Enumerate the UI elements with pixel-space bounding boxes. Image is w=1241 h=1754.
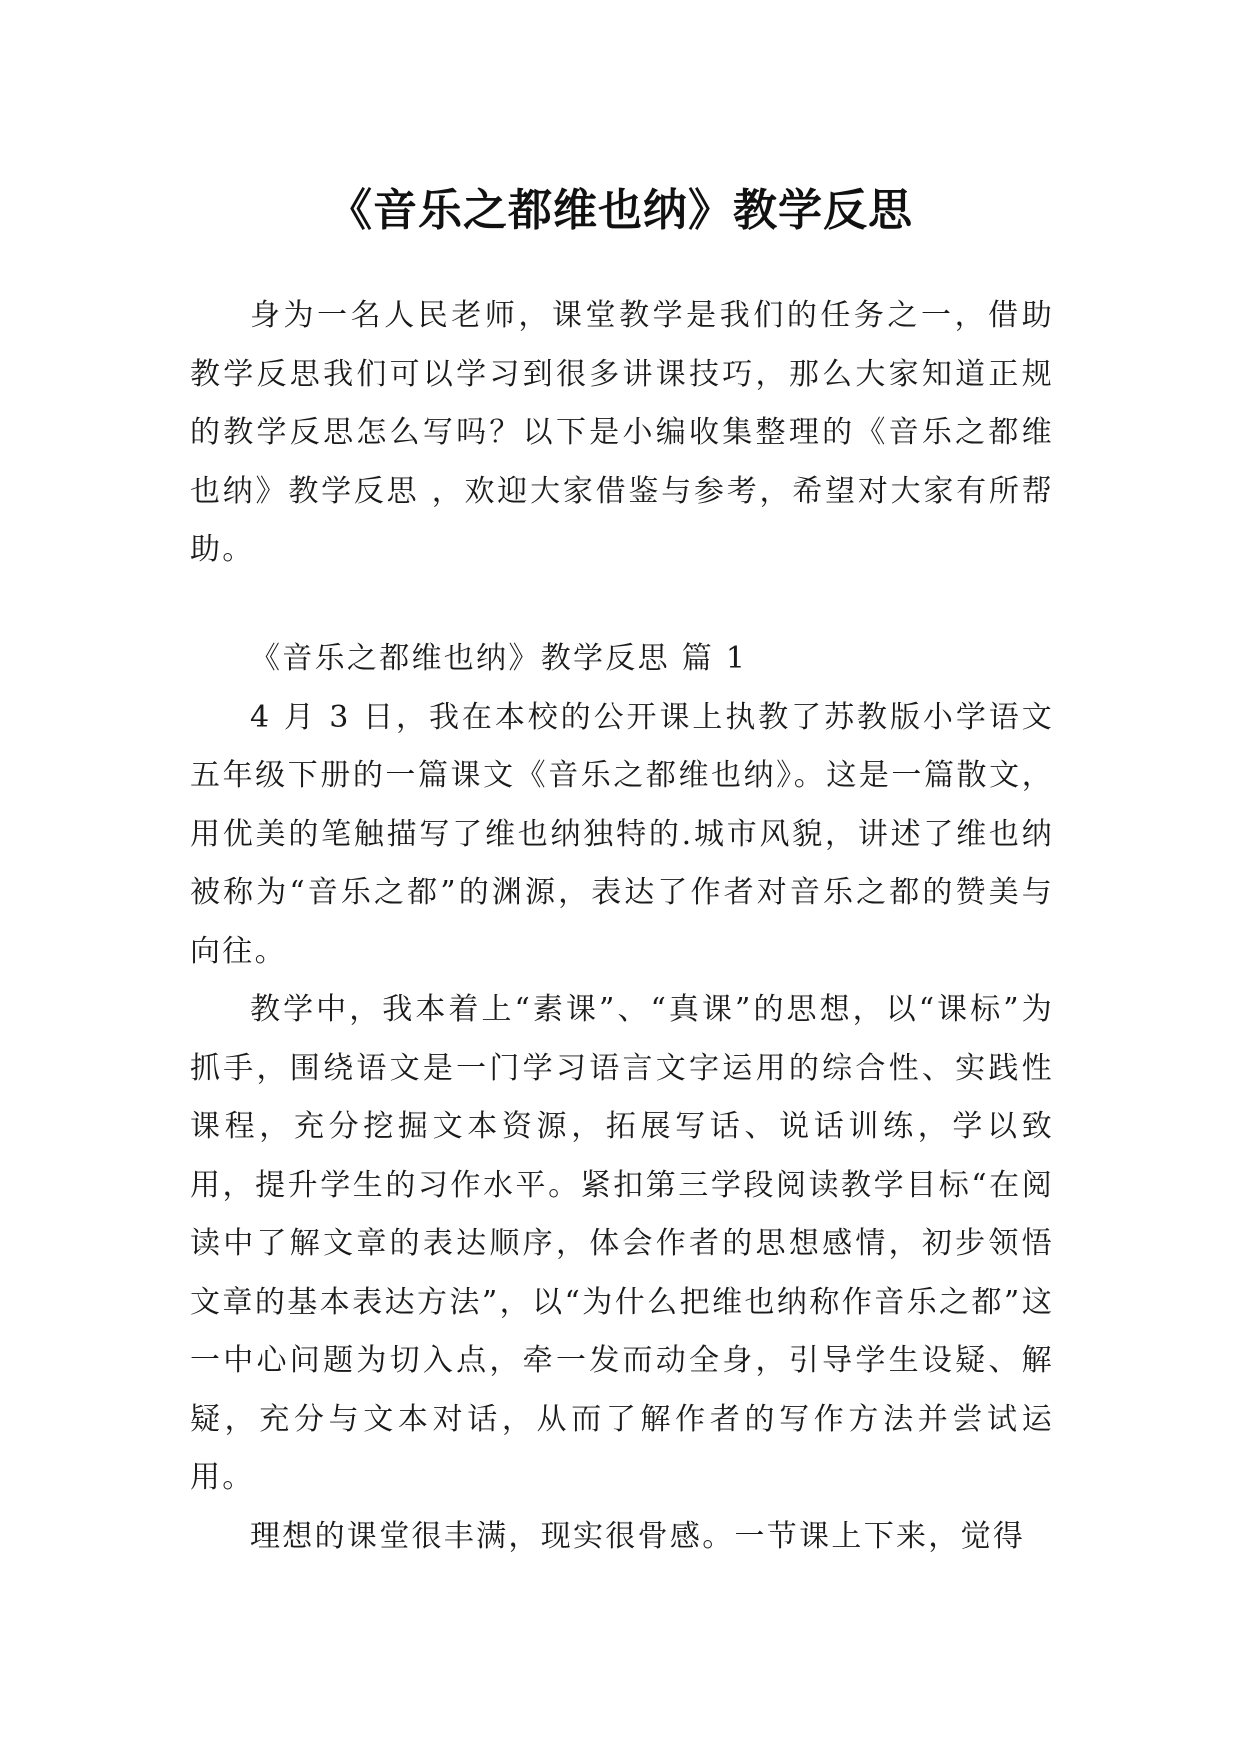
intro-paragraph: 身为一名人民老师，课堂教学是我们的任务之一，借助教学反思我们可以学习到很多讲课技巧，那么大家知道正规的教学反思怎么写吗？以下是小编收集整理的《音乐之都维也纳》教学反思 ，欢迎大家借鉴与参考，希望对大家有所帮助。 — [190, 298, 1054, 567]
intro-block — [190, 287, 1054, 580]
body-paragraph-3: 理想的课堂很丰满，现实很骨感。一节课上下来，觉得 — [250, 1518, 1026, 1554]
section-heading: 《音乐之都维也纳》教学反思 篇 1 — [250, 641, 748, 676]
body-paragraph-2: 教学中，我本着上“素课”、“真课”的思想，以“课标”为抓手，围绕语文是一门学习语言文字运用的综合性、实践性课程，充分挖掘文本资源，拓展写话、说话训练，学以致用，提升学生的习作水平。紧扣第三学段阅读教学目标“在阅读中了解文章的表达顺序，体会作者的思想感情，初步领悟文章的基本表达方法”，以“为什么把维也纳称作音乐之都”这一中心问题为切入点，牵一发而动全身，引导学生设疑、解疑，充分与文本对话，从而了解作者的写作方法并尝试运用。 — [190, 992, 1054, 1495]
section-1 — [190, 630, 1054, 1566]
document-title: 《音乐之都维也纳》教学反思 — [328, 185, 913, 237]
body-paragraph-1: 4 月 3 日，我在本校的公开课上执教了苏教版小学语文五年级下册的一篇课文《音乐之都维也纳》。这是一篇散文，用优美的笔触描写了维也纳独特的.城市风貌，讲述了维也纳被称为“音乐之都”的渊源，表达了作者对音乐之都的赞美与向往。 — [190, 699, 1054, 969]
